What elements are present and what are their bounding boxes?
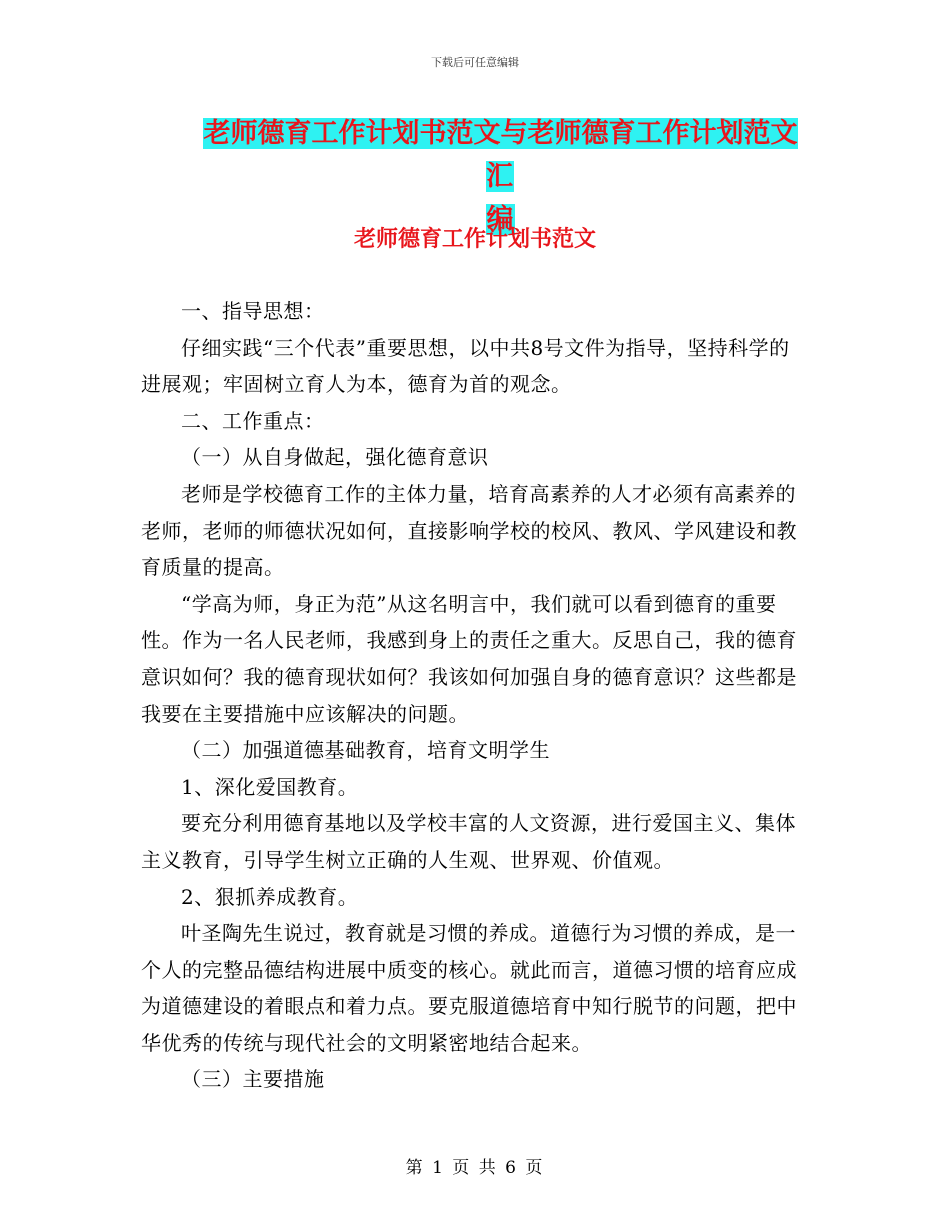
document-title-line-2: 编 xyxy=(486,204,514,235)
section-title: 老师德育工作计划书范文 xyxy=(353,227,596,252)
header-note: 下载后可任意编辑 xyxy=(431,56,519,69)
paragraph: 要充分利用德育基地以及学校丰富的人文资源，进行爱国主义、集体主义教育，引导学生树立正确的人生观、世界观、价值观。 xyxy=(141,811,796,872)
paragraph-subheading: （三）主要措施 xyxy=(181,1067,325,1092)
paragraph: 仔细实践“三个代表”重要思想，以中共8号文件为指导，坚持科学的进展观；牢固树立育人为本，德育为首的观念。 xyxy=(141,335,790,397)
document-body xyxy=(141,293,801,1098)
paragraph: “学高为师，身正为范”从这名明言中，我们就可以看到德育的重要性。作为一名人民老师，我感到身上的责任之重大。反思自己，我的德育意识如何？我的德育现状如何？我该如何加强自身的德育意识？这些都是我要在主要措施中应该解决的问题。 xyxy=(141,591,797,726)
paragraph-subheading: （一）从自身做起，强化德育意识 xyxy=(181,445,489,470)
paragraph: 叶圣陶先生说过，教育就是习惯的养成。道德行为习惯的养成，是一个人的完整品德结构进展中质变的核心。就此而言，道德习惯的培育应成为道德建设的着眼点和着力点。要克服道德培育中知行脱节的问题，把中华优秀的传统与现代社会的文明紧密地结合起来。 xyxy=(141,921,797,1055)
paragraph-list-item: 1、深化爱国教育。 xyxy=(181,774,359,799)
paragraph: 老师是学校德育工作的主体力量，培育高素养的人才必须有高素养的老师，老师的师德状况如何，直接影响学校的校风、教风、学风建设和教育质量的提高。 xyxy=(141,481,797,580)
paragraph-subheading: （二）加强道德基础教育，培育文明学生 xyxy=(181,738,550,763)
document-title-line-1: 老师德育工作计划书范文与老师德育工作计划范文汇 xyxy=(203,118,798,192)
page-footer: 第 1 页 共 6 页 xyxy=(405,1158,545,1178)
paragraph-list-item: 2、狠抓养成教育。 xyxy=(181,884,359,909)
paragraph-heading-guiding-thought: 一、指导思想： xyxy=(181,299,325,323)
paragraph-heading-work-focus: 二、工作重点： xyxy=(181,408,325,433)
